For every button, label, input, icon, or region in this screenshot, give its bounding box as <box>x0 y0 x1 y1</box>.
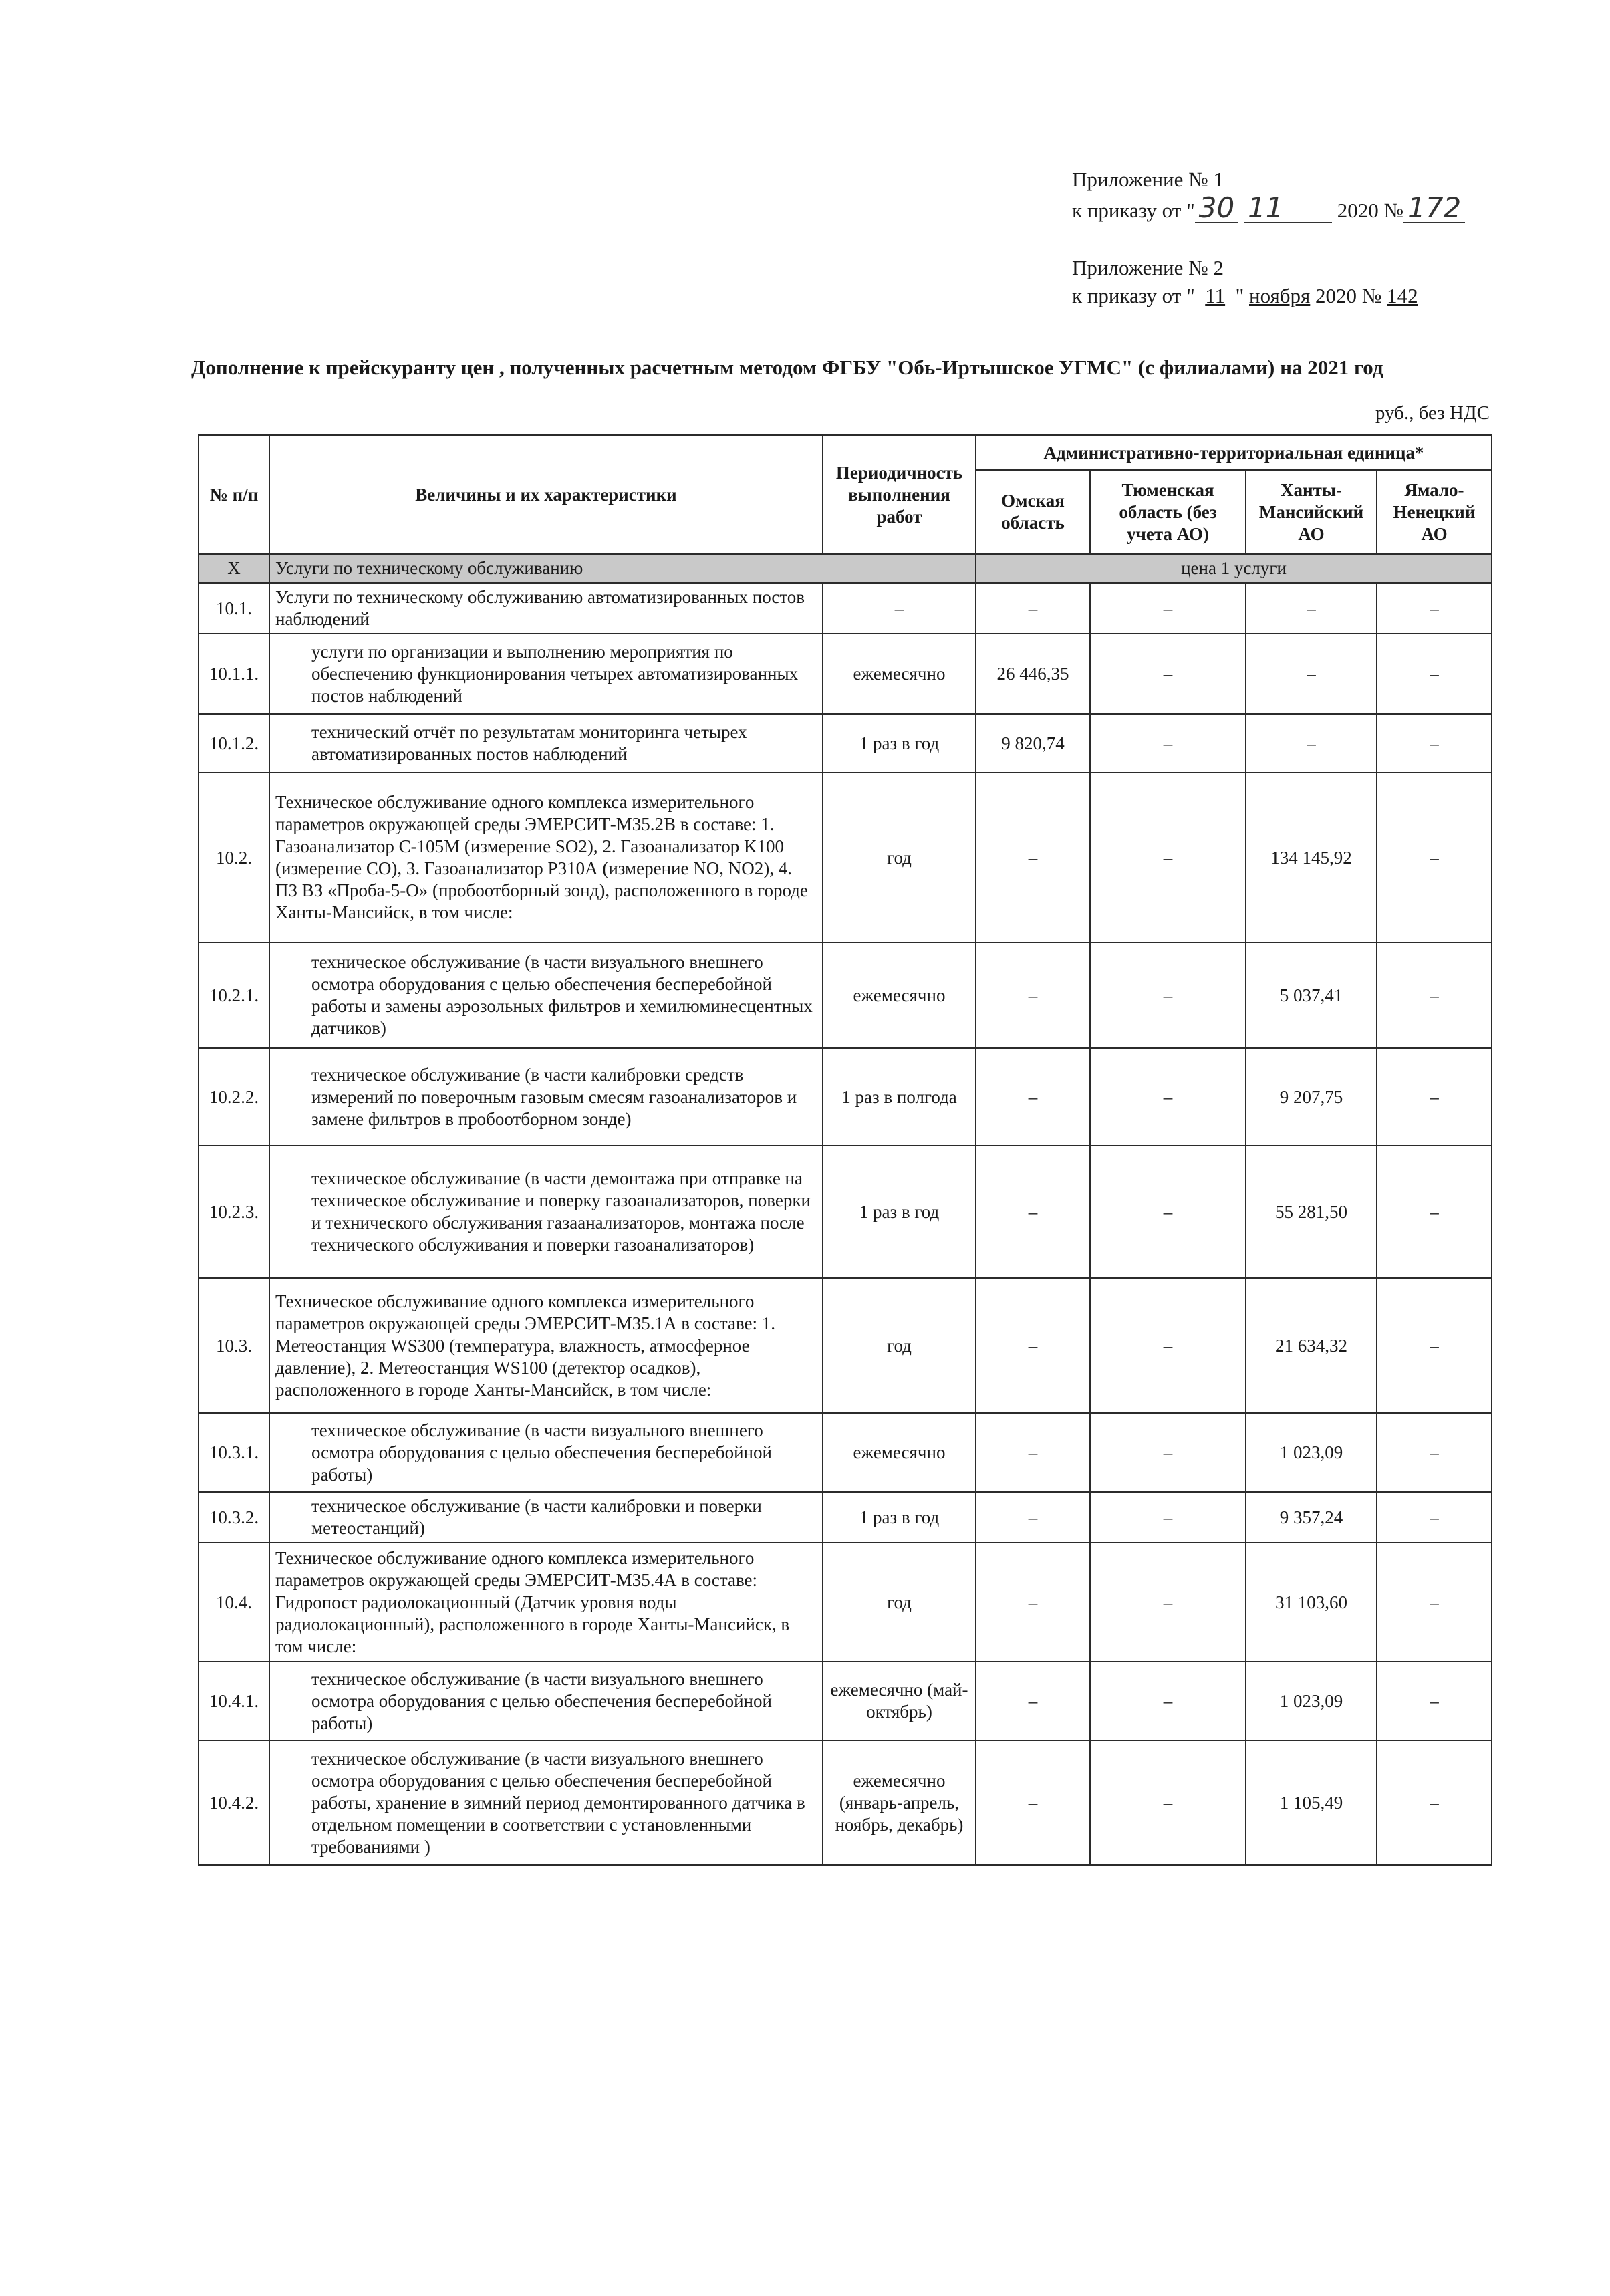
row-number: 10.2. <box>198 773 269 942</box>
document-title: Дополнение к прейскуранту цен , полученных расчетным методом ФГБУ "Обь-Иртышское УГМС" (с филиалами) на 2021 год <box>191 356 1383 379</box>
row-price-khmao: – <box>1246 714 1377 773</box>
row-price-omsk: 26 446,35 <box>976 634 1090 714</box>
header-admin-unit: Административно-территориальная единица* <box>976 435 1492 470</box>
row-price-khmao: 55 281,50 <box>1246 1146 1377 1278</box>
row-period: – <box>823 583 976 634</box>
row-number: 10.4. <box>198 1543 269 1662</box>
row-price-yanao: – <box>1377 942 1492 1048</box>
row-price-omsk: – <box>976 1492 1090 1543</box>
table-row <box>198 1048 1492 1146</box>
annex-1-order-prefix: к приказу от " <box>1072 199 1195 222</box>
row-price-khmao: 134 145,92 <box>1246 773 1377 942</box>
row-price-tyumen: – <box>1090 583 1246 634</box>
row-period: год <box>823 1278 976 1413</box>
section-price-unit: цена 1 услуги <box>976 554 1492 583</box>
row-price-khmao: 9 207,75 <box>1246 1048 1377 1146</box>
table-row <box>198 634 1492 714</box>
row-period: год <box>823 773 976 942</box>
row-price-omsk: – <box>976 1662 1090 1741</box>
row-price-khmao: 1 105,49 <box>1246 1741 1377 1865</box>
row-price-tyumen: – <box>1090 1741 1246 1865</box>
row-number: 10.2.2. <box>198 1048 269 1146</box>
price-table <box>198 434 1492 1866</box>
row-price-omsk: 9 820,74 <box>976 714 1090 773</box>
row-price-khmao: 1 023,09 <box>1246 1662 1377 1741</box>
row-price-yanao: – <box>1377 583 1492 634</box>
row-price-yanao: – <box>1377 1741 1492 1865</box>
row-number: 10.1. <box>198 583 269 634</box>
row-period: ежемесячно <box>823 634 976 714</box>
table-row <box>198 1278 1492 1413</box>
header-name: Величины и их характеристики <box>269 435 823 554</box>
row-description: техническое обслуживание (в части визуального внешнего осмотра оборудования с целью обеспечения бесперебойной работы, хранение в зимний период демонтированного датчика в отдельном помещении в соответствии с установленными требованиями ) <box>269 1741 823 1865</box>
row-description: техническое обслуживание (в части демонтажа при отправке на техническое обслуживание и поверку газоанализаторов, поверки и технического обслуживания газаанализаторов, монтажа после технического обслуживания и поверки газоанализаторов) <box>269 1146 823 1278</box>
table-row <box>198 773 1492 942</box>
header-region-khmao: Ханты-Мансийский АО <box>1246 470 1377 554</box>
table-row <box>198 1662 1492 1741</box>
annex-1-day-handwritten: 30 <box>1195 194 1238 223</box>
header-region-omsk: Омская область <box>976 470 1090 554</box>
table-row <box>198 1146 1492 1278</box>
row-price-yanao: – <box>1377 1662 1492 1741</box>
row-price-khmao: 21 634,32 <box>1246 1278 1377 1413</box>
row-number: 10.1.2. <box>198 714 269 773</box>
table-row <box>198 1543 1492 1662</box>
row-number: 10.2.3. <box>198 1146 269 1278</box>
row-price-tyumen: – <box>1090 1146 1246 1278</box>
header-region-tyumen: Тюменская область (без учета АО) <box>1090 470 1246 554</box>
row-price-yanao: – <box>1377 1492 1492 1543</box>
row-description: Техническое обслуживание одного комплекса измерительного параметров окружающей среды ЭМЕРСИТ-М35.1А в составе: 1. Метеостанция WS300 (температура, влажность, атмосферное давление), 2. Метеостанция WS100 (детектор осадков), расположенного в городе Ханты-Мансийск, в том числе: <box>269 1278 823 1413</box>
row-price-tyumen: – <box>1090 1278 1246 1413</box>
annex-1-block <box>1072 166 1465 225</box>
row-price-omsk: – <box>976 942 1090 1048</box>
row-number: 10.4.2. <box>198 1741 269 1865</box>
row-price-tyumen: – <box>1090 714 1246 773</box>
annex-2-order-prefix: к приказу от " <box>1072 284 1195 307</box>
row-price-khmao: 1 023,09 <box>1246 1413 1377 1492</box>
row-price-omsk: – <box>976 1048 1090 1146</box>
row-price-yanao: – <box>1377 773 1492 942</box>
row-number: 10.3.2. <box>198 1492 269 1543</box>
table-row <box>198 583 1492 634</box>
table-row <box>198 1413 1492 1492</box>
row-price-yanao: – <box>1377 1048 1492 1146</box>
row-description: техническое обслуживание (в части визуального внешнего осмотра оборудования с целью обеспечения бесперебойной работы) <box>269 1662 823 1741</box>
annex-1-year: 2020 № <box>1337 199 1404 222</box>
price-table-body <box>198 554 1492 1865</box>
row-price-tyumen: – <box>1090 1048 1246 1146</box>
row-period: год <box>823 1543 976 1662</box>
annex-2-number: 142 <box>1387 284 1418 307</box>
row-period: 1 раз в год <box>823 1146 976 1278</box>
annex-1-month-handwritten: 11 <box>1244 194 1332 223</box>
row-period: ежемесячно <box>823 1413 976 1492</box>
row-description: техническое обслуживание (в части калибровки средств измерений по поверочным газовым смесям газоанализаторов и замене фильтров в пробоотборном зонде) <box>269 1048 823 1146</box>
annex-2-year: 2020 № <box>1315 284 1382 307</box>
row-price-khmao: 9 357,24 <box>1246 1492 1377 1543</box>
table-row <box>198 942 1492 1048</box>
row-description: техническое обслуживание (в части визуального внешнего осмотра оборудования с целью обеспечения бесперебойной работы и замены аэрозольных фильтров и хемилюминесцентных датчиков) <box>269 942 823 1048</box>
row-price-omsk: – <box>976 1741 1090 1865</box>
annex-1-number-handwritten: 172 <box>1403 194 1465 223</box>
row-description: Услуги по техническому обслуживанию автоматизированных постов наблюдений <box>269 583 823 634</box>
row-period: ежемесячно (январь-апрель, ноябрь, декабрь) <box>823 1741 976 1865</box>
row-price-khmao: – <box>1246 583 1377 634</box>
currency-units-note: руб., без НДС <box>1375 402 1490 424</box>
annex-2-day: 11 <box>1205 284 1226 307</box>
row-period: 1 раз в год <box>823 1492 976 1543</box>
header-region-yanao: Ямало-Ненецкий АО <box>1377 470 1492 554</box>
table-row <box>198 1741 1492 1865</box>
row-price-yanao: – <box>1377 714 1492 773</box>
row-number: 10.4.1. <box>198 1662 269 1741</box>
section-number: X <box>198 554 269 583</box>
row-number: 10.2.1. <box>198 942 269 1048</box>
row-price-tyumen: – <box>1090 773 1246 942</box>
annex-2-order-line <box>1072 282 1418 310</box>
annex-1-title: Приложение № 1 <box>1072 168 1224 191</box>
row-number: 10.3.1. <box>198 1413 269 1492</box>
row-price-yanao: – <box>1377 1278 1492 1413</box>
header-number: № п/п <box>198 435 269 554</box>
row-description: услуги по организации и выполнению мероприятия по обеспечению функционирования четырех автоматизированных постов наблюдений <box>269 634 823 714</box>
row-number: 10.3. <box>198 1278 269 1413</box>
annex-2-block <box>1072 254 1418 310</box>
annex-2-quote: " <box>1235 284 1244 307</box>
row-period: ежемесячно <box>823 942 976 1048</box>
row-price-khmao: 5 037,41 <box>1246 942 1377 1048</box>
section-label: Услуги по техническому обслуживанию <box>269 554 976 583</box>
row-number: 10.1.1. <box>198 634 269 714</box>
row-price-tyumen: – <box>1090 942 1246 1048</box>
section-row <box>198 554 1492 583</box>
row-price-omsk: – <box>976 1146 1090 1278</box>
row-period: 1 раз в год <box>823 714 976 773</box>
row-price-tyumen: – <box>1090 1662 1246 1741</box>
annex-2-title: Приложение № 2 <box>1072 256 1224 279</box>
row-price-omsk: – <box>976 1543 1090 1662</box>
row-price-omsk: – <box>976 1413 1090 1492</box>
row-price-omsk: – <box>976 1278 1090 1413</box>
row-description: Техническое обслуживание одного комплекса измерительного параметров окружающей среды ЭМЕРСИТ-М35.4А в составе: Гидропост радиолокационный (Датчик уровня воды радиолокационный), расположенного в городе Ханты-Мансийск, в том числе: <box>269 1543 823 1662</box>
header-period: Периодичность выполнения работ <box>823 435 976 554</box>
row-price-yanao: – <box>1377 634 1492 714</box>
row-price-tyumen: – <box>1090 1413 1246 1492</box>
row-price-omsk: – <box>976 773 1090 942</box>
row-description: техническое обслуживание (в части визуального внешнего осмотра оборудования с целью обеспечения бесперебойной работы) <box>269 1413 823 1492</box>
row-price-omsk: – <box>976 583 1090 634</box>
row-description: технический отчёт по результатам мониторинга четырех автоматизированных постов наблюдений <box>269 714 823 773</box>
row-price-tyumen: – <box>1090 1543 1246 1662</box>
row-description: Техническое обслуживание одного комплекса измерительного параметров окружающей среды ЭМЕРСИТ-М35.2В в составе: 1. Газоанализатор С-105М (измерение SO2), 2. Газоанализатор K100 (измерение CO), 3. Газоанализатор Р310А (измерение NO, NO2), 4. ПЗ ВЗ «Проба-5-О» (пробоотборный зонд), расположенного в городе Ханты-Мансийск, в том числе: <box>269 773 823 942</box>
table-row <box>198 1492 1492 1543</box>
row-description: техническое обслуживание (в части калибровки и поверки метеостанций) <box>269 1492 823 1543</box>
row-price-yanao: – <box>1377 1413 1492 1492</box>
row-period: ежемесячно (май-октябрь) <box>823 1662 976 1741</box>
table-row <box>198 714 1492 773</box>
row-price-khmao: 31 103,60 <box>1246 1543 1377 1662</box>
annex-2-month: ноября <box>1249 284 1311 307</box>
row-price-tyumen: – <box>1090 1492 1246 1543</box>
row-price-yanao: – <box>1377 1543 1492 1662</box>
row-price-tyumen: – <box>1090 634 1246 714</box>
row-period: 1 раз в полгода <box>823 1048 976 1146</box>
row-price-khmao: – <box>1246 634 1377 714</box>
annex-1-order-line <box>1072 191 1465 225</box>
row-price-yanao: – <box>1377 1146 1492 1278</box>
